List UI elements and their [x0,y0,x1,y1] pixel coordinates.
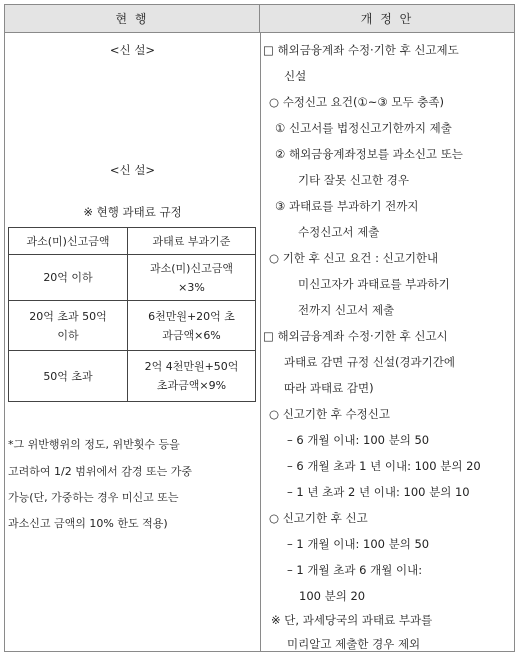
penalty-table [8,227,256,402]
text-line: ① 신고서를 법정신고기한까지 제출 [275,121,452,135]
text-line: 미신고자가 과태료를 부과하기 [298,277,450,291]
comparison-table [4,4,515,652]
subheading: ○ 기한 후 신고 요건 : 신고기한내 [269,251,439,265]
penalty-title: ※ 현행 과태료 규정 [83,205,182,219]
table-header-row [9,228,256,255]
text-line: – 6 개월 이내: 100 분의 50 [287,433,430,447]
text-line: 100 분의 20 [299,589,366,603]
new-provision-label-2: <신 설> [109,163,156,177]
footnote-line: 과소신고 금액의 10% 한도 적용) [8,517,168,530]
table-row [9,255,256,301]
table-header-cell: 과소(미)신고금액 [9,228,128,255]
table-cell: 20억 초과 50억 이하 [9,301,128,351]
text-line: 과태료 감면 규정 신설(경과기간에 [284,355,455,369]
footnote-line: *그 위반행위의 정도, 위반횟수 등을 [8,438,180,451]
subheading: ○ 수정신고 요건(①~③ 모두 충족) [269,95,444,109]
text-line: – 6 개월 초과 1 년 이내: 100 분의 20 [287,459,481,473]
table-cell: 2억 4천만원+50억 초과금액×9% [128,351,256,402]
text-line: 따라 과태료 감면) [284,381,374,395]
table-cell: 50억 초과 [9,351,128,402]
table-row [9,351,256,402]
text-line: 수정신고서 제출 [298,225,380,239]
section-heading: □ 해외금융계좌 수정·기한 후 신고시 [263,329,448,343]
new-provision-label-1: <신 설> [109,43,156,57]
table-row [9,301,256,351]
subheading: ○ 신고기한 후 수정신고 [269,407,390,421]
table-cell: 과소(미)신고금액 ×3% [128,255,256,301]
text-line: 신설 [284,69,307,83]
header-proposed: 개 정 안 [260,5,514,33]
footnote-line: 고려하여 1/2 범위에서 감경 또는 가중 [8,465,192,478]
text-line: ③ 과태료를 부과하기 전까지 [275,199,419,213]
table-cell: 6천만원+20억 초 과금액×6% [128,301,256,351]
text-line: 기타 잘못 신고한 경우 [298,173,409,187]
note-line: 미리알고 제출한 경우 제외 [287,637,421,651]
table-cell: 20억 이하 [9,255,128,301]
text-line: – 1 개월 초과 6 개월 이내: [287,563,423,577]
text-line: – 1 년 초과 2 년 이내: 100 분의 10 [287,485,470,499]
note-line: ※ 단, 과세당국의 과태료 부과를 [271,613,433,627]
header-current: 현 행 [5,5,260,33]
column-divider [260,33,261,651]
text-line: – 1 개월 이내: 100 분의 50 [287,537,430,551]
subheading: ○ 신고기한 후 신고 [269,511,368,525]
text-line: 전까지 신고서 제출 [298,303,395,317]
section-heading: □ 해외금융계좌 수정·기한 후 신고제도 [263,43,459,57]
table-header-cell: 과태료 부과기준 [128,228,256,255]
text-line: ② 해외금융계좌정보를 과소신고 또는 [275,147,463,161]
footnote-line: 가능(단, 가중하는 경우 미신고 또는 [8,491,179,504]
